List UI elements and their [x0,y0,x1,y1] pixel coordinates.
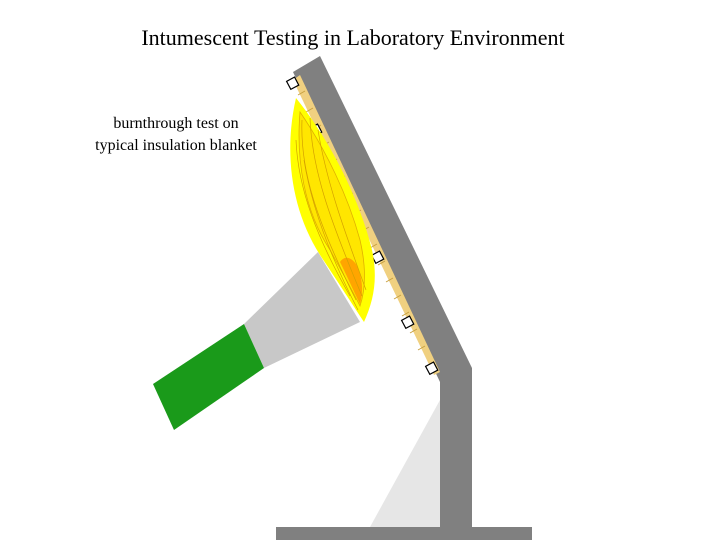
stand-base [276,527,532,540]
annotation-line-2: typical insulation blanket [95,137,257,154]
annotation-line-1: burnthrough test on [113,115,239,132]
stand-post [440,368,472,530]
stand-support-wedge [370,400,441,527]
burner-body [153,324,264,430]
diagram-title: Intumescent Testing in Laboratory Environment [141,25,565,50]
